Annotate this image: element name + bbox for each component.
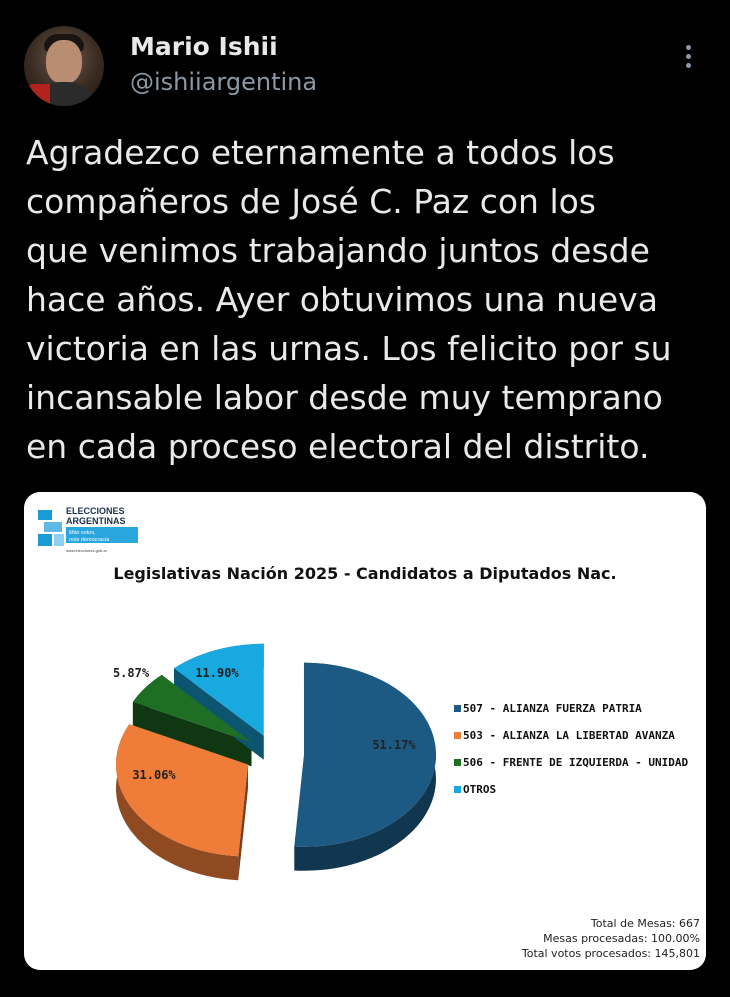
more-options-icon[interactable] <box>676 42 700 78</box>
chart-legend <box>454 702 694 810</box>
pie-data-label-1: 51.17% <box>372 738 416 752</box>
tweet-text: Agradezco eternamente a todos los compañeros de José C. Paz con los que venimos trabajando juntos desde hace años. Ayer obtuvimos una nueva victoria en las urnas. Los felicito por su incansable labor desde muy temprano en cada proceso electoral del distrito. <box>26 133 672 466</box>
legend-label-4: OTROS <box>463 783 497 796</box>
legend-item-1 <box>454 702 694 716</box>
legend-label-3: 506 - FRENTE DE IZQUIERDA - UNIDAD <box>463 756 689 769</box>
legend-item-4 <box>454 783 694 797</box>
legend-swatch-3 <box>454 759 461 766</box>
avatar[interactable] <box>24 26 104 106</box>
legend-swatch-2 <box>454 732 461 739</box>
legend-label-2: 503 - ALIANZA LA LIBERTAD AVANZA <box>463 729 675 742</box>
author-name[interactable]: Mario Ishii <box>130 32 278 61</box>
total-votos: Total votos procesados: 145,801 <box>521 947 700 960</box>
logo-tagline2: más democracia <box>69 537 110 543</box>
total-mesas: Total de Mesas: 667 <box>590 917 700 930</box>
totals-block <box>522 916 700 961</box>
legend-swatch-1 <box>454 705 461 712</box>
legend-item-2 <box>454 729 694 743</box>
mesas-procesadas: Mesas procesadas: 100.00% <box>543 932 700 945</box>
logo-tagline1: Más votos, <box>69 530 96 536</box>
logo-line1: ELECCIONES <box>66 506 125 516</box>
pie-data-label-4: 11.90% <box>195 666 239 680</box>
chart-title: Legislativas Nación 2025 - Candidatos a Diputados Nac. <box>113 564 617 583</box>
legend-label-1: 507 - ALIANZA FUERZA PATRIA <box>463 702 642 715</box>
legend-item-3 <box>454 756 694 770</box>
logo-line2: ARGENTINAS <box>66 516 126 526</box>
logo-url: www.elecciones.gob.ar <box>66 548 107 553</box>
legend-swatch-4 <box>454 786 461 793</box>
pie-data-label-2: 31.06% <box>132 768 176 782</box>
author-handle[interactable]: @ishiiargentina <box>130 68 318 96</box>
pie-data-label-3: 5.87% <box>112 666 150 680</box>
chart-image-card[interactable] <box>24 492 706 970</box>
